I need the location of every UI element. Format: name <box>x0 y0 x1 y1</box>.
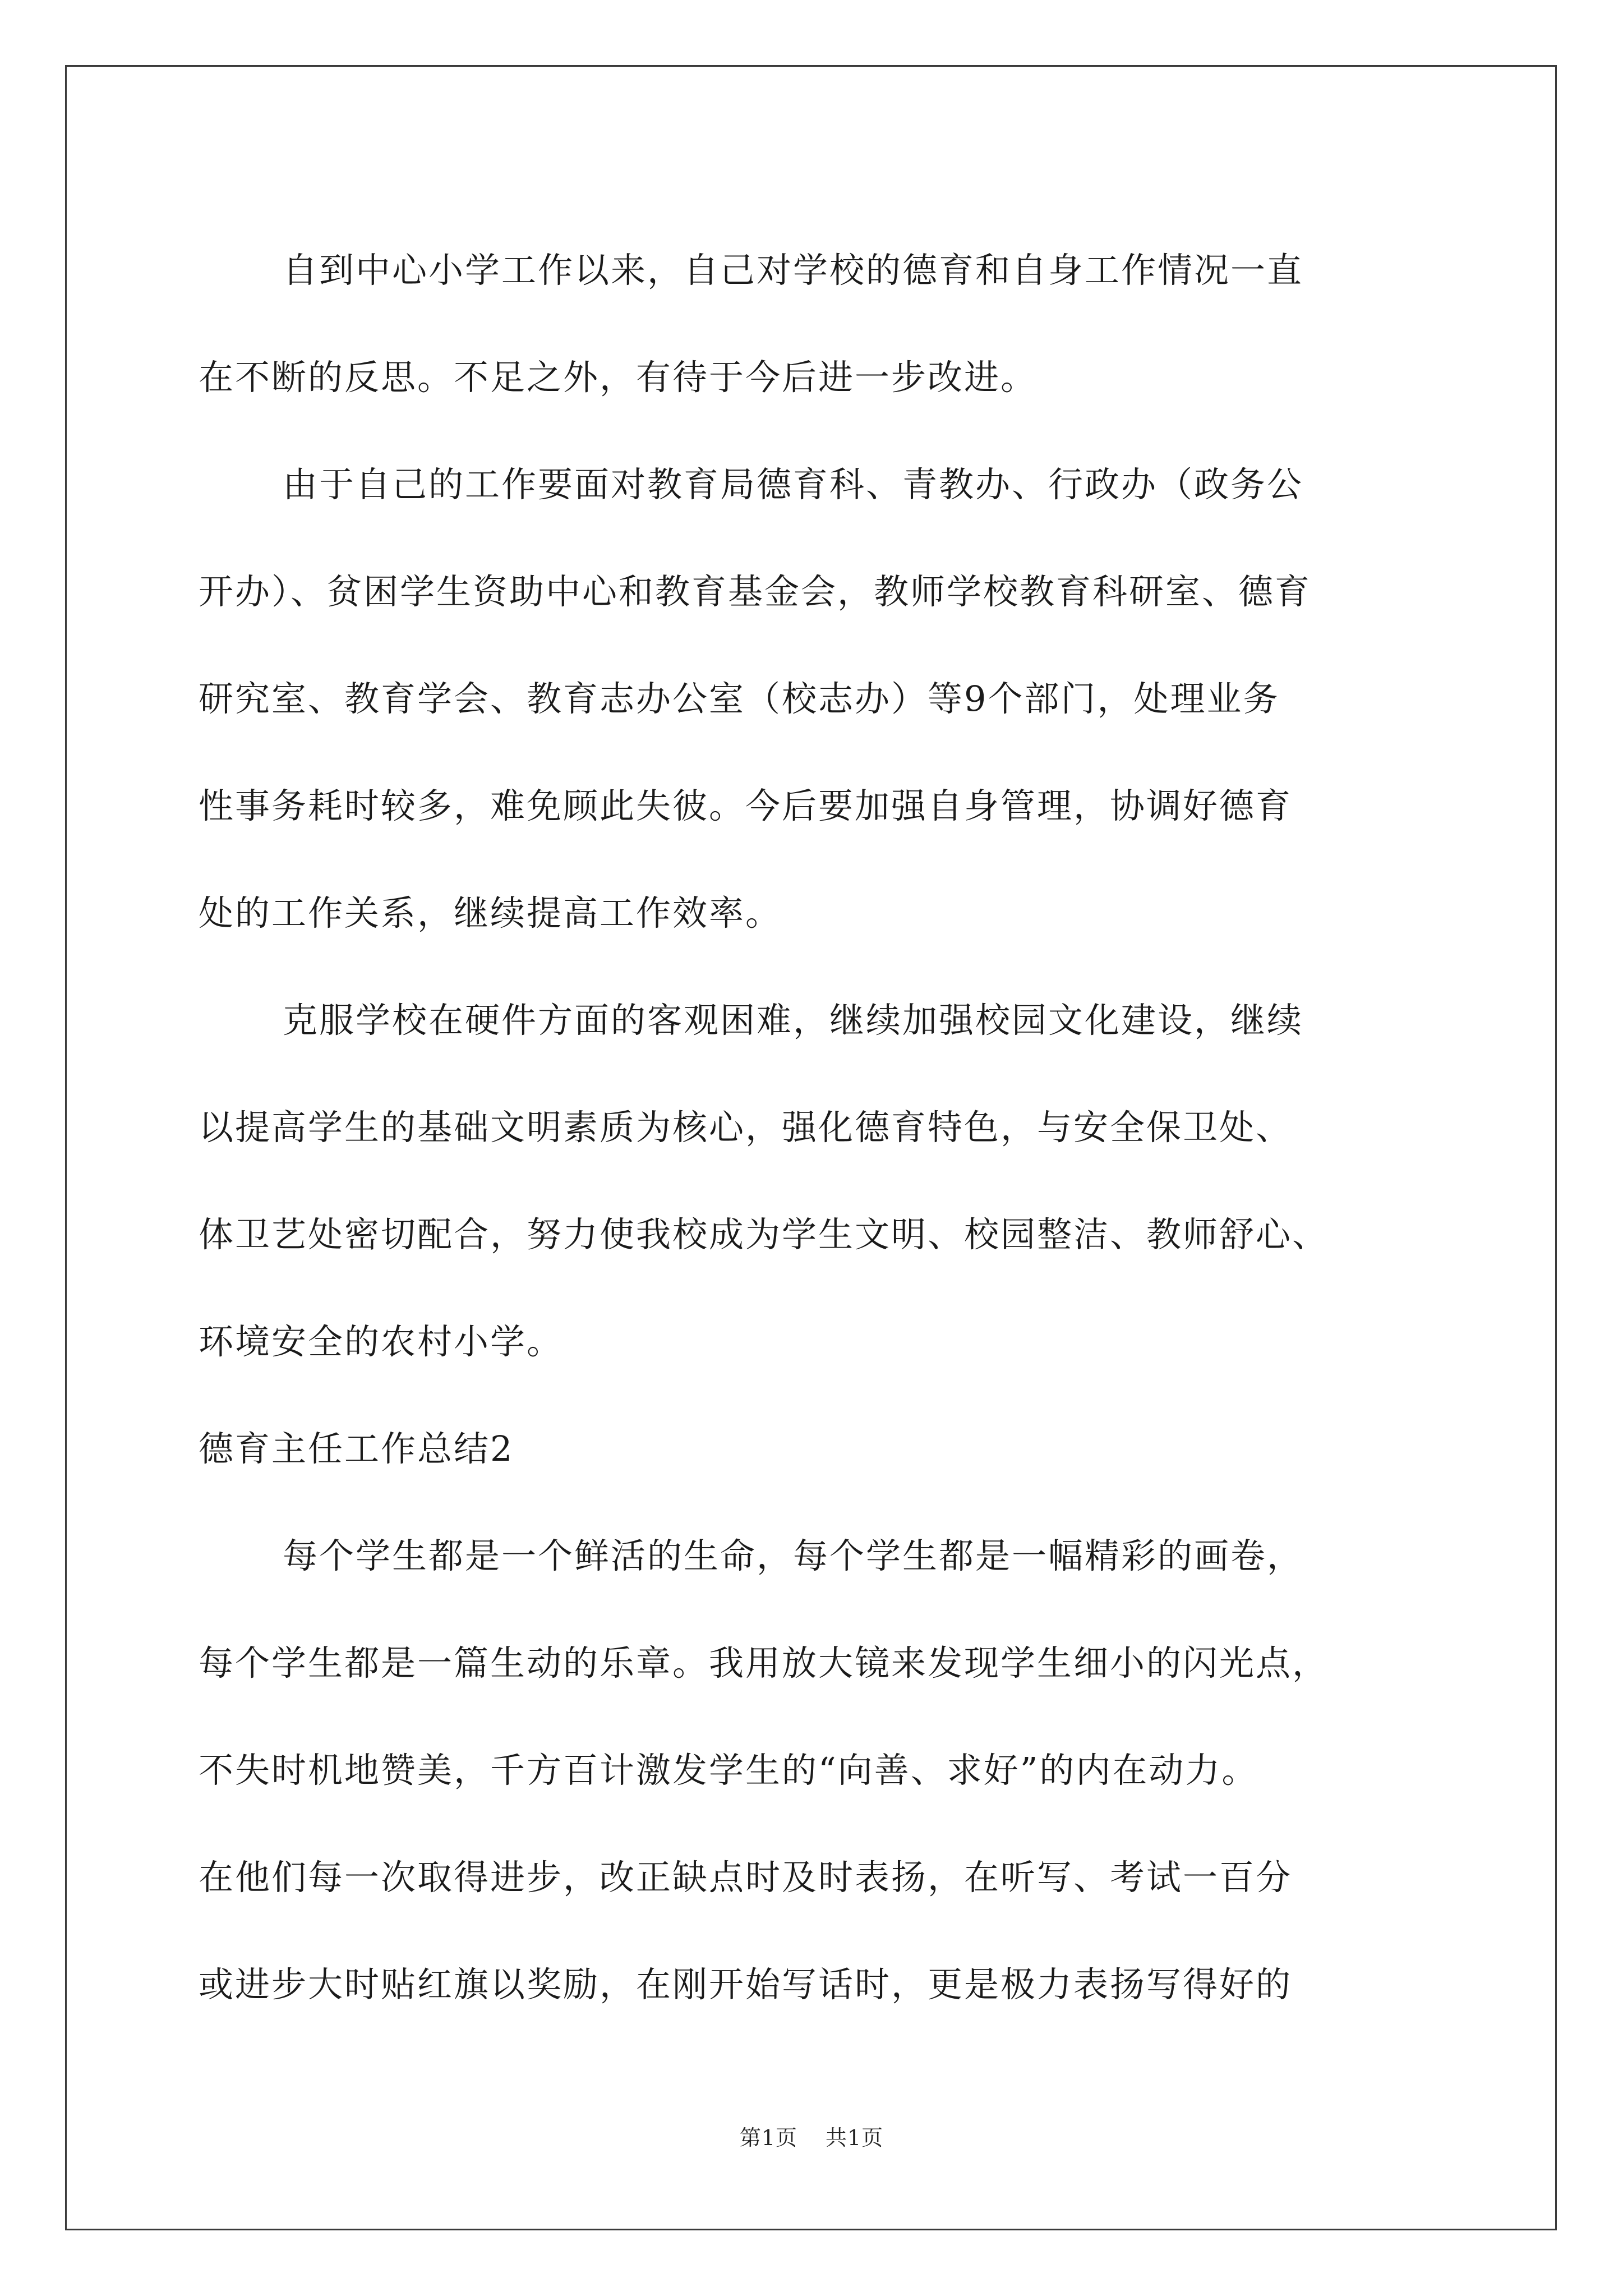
page-number-current: 第1页 <box>739 2125 797 2150</box>
document-body <box>199 217 1466 2038</box>
section-heading: 德育主任工作总结2 <box>199 1428 514 1469</box>
paragraph-line: 或进步大时贴红旗以奖励，在刚开始写话时，更是极力表扬写得好的 <box>199 1964 1293 2005</box>
paragraph-line: 由于自己的工作要面对教育局德育科、青教办、行政办（政务公 <box>283 464 1304 505</box>
paragraph-line: 在不断的反思。不足之外，有待于今后进一步改进。 <box>199 357 1038 398</box>
paragraph-line: 不失时机地赞美，千方百计激发学生的“向善、求好”的内在动力。 <box>199 1750 1258 1791</box>
paragraph-line: 以提高学生的基础文明素质为核心，强化德育特色，与安全保卫处、 <box>199 1107 1293 1148</box>
paragraph-1 <box>199 217 1466 431</box>
paragraph-line: 环境安全的农村小学。 <box>199 1321 564 1362</box>
paragraph-line: 在他们每一次取得进步，改正缺点时及时表扬，在听写、考试一百分 <box>199 1857 1293 1898</box>
paragraph-2 <box>199 431 1466 967</box>
paragraph-line: 开办）、贫困学生资助中心和教育基金会，教师学校教育科研室、德育 <box>199 571 1312 612</box>
paragraph-line: 自到中心小学工作以来，自己对学校的德育和自身工作情况一直 <box>283 250 1304 291</box>
paragraph-line: 研究室、教育学会、教育志办公室（校志办）等9个部门，处理业务 <box>199 678 1280 719</box>
paragraph-line: 性事务耗时较多，难免顾此失彼。今后要加强自身管理，协调好德育 <box>199 785 1293 826</box>
paragraph-4 <box>199 1502 1466 2038</box>
paragraph-line: 克服学校在硬件方面的客观困难，继续加强校园文化建设，继续 <box>283 1000 1304 1041</box>
page-footer <box>0 2120 1623 2151</box>
paragraph-line: 每个学生都是一个鲜活的生命，每个学生都是一幅精彩的画卷， <box>283 1535 1304 1576</box>
paragraph-line: 每个学生都是一篇生动的乐章。我用放大镜来发现学生细小的闪光点， <box>199 1642 1329 1683</box>
page-number-total: 共1页 <box>826 2125 884 2150</box>
paragraph-line: 体卫艺处密切配合，努力使我校成为学生文明、校园整洁、教师舒心、 <box>199 1214 1329 1255</box>
paragraph-line: 处的工作关系，继续提高工作效率。 <box>199 892 782 933</box>
paragraph-3 <box>199 967 1466 1395</box>
